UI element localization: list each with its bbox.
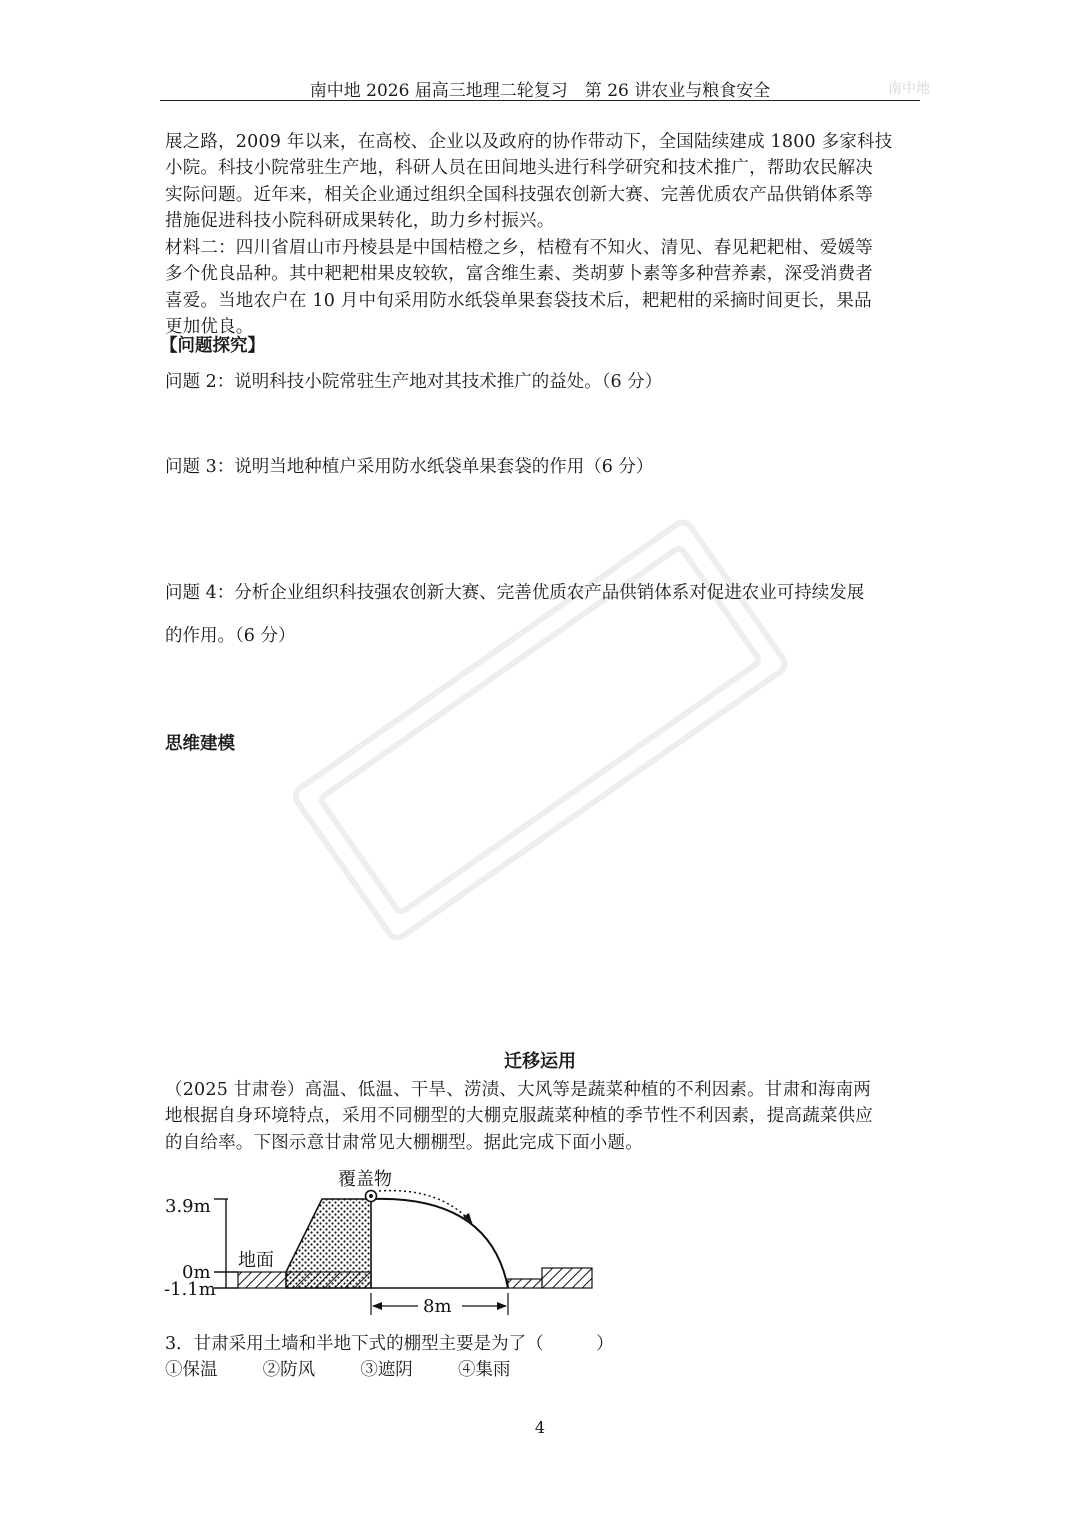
question-3-options bbox=[165, 1356, 510, 1381]
dim-arrowhead-right-icon bbox=[497, 1302, 507, 1310]
ground-right-high-hatched bbox=[542, 1268, 592, 1288]
material-one-paragraph bbox=[165, 129, 920, 235]
option-2: ②防风 bbox=[262, 1360, 316, 1380]
option-3: ③遮阴 bbox=[360, 1360, 413, 1380]
height-below-label: -1.1m bbox=[164, 1279, 216, 1300]
cover-motion-arrow bbox=[379, 1191, 472, 1223]
page-header-title: 南中地 2026 届高三地理二轮复习 第 26 讲农业与粮食安全 bbox=[309, 81, 771, 101]
cover-label: 覆盖物 bbox=[338, 1169, 392, 1190]
ground-label: 地面 bbox=[238, 1250, 274, 1271]
text-line: 措施促进科技小院科研成果转化，助力乡村振兴。 bbox=[165, 211, 555, 232]
question-4-line-1: 问题 4：分析企业组织科技强农创新大赛、完善优质农产品供销体系对促进农业可持续发展 bbox=[165, 583, 865, 603]
text-line: （2025 甘肃卷）高温、低温、干旱、涝渍、大风等是蔬菜种植的不利因素。甘肃和海南两 bbox=[165, 1080, 871, 1100]
section-heading-modeling: 思维建模 bbox=[165, 734, 235, 754]
question-3: 问题 3：说明当地种植户采用防水纸袋单果套袋的作用（6 分） bbox=[165, 457, 654, 477]
ground-right-low-hatched bbox=[508, 1279, 542, 1288]
text-line: 更加优良。 bbox=[165, 317, 254, 338]
text-line: 的自给率。下图示意甘肃常见大棚棚型。据此完成下面小题。 bbox=[165, 1132, 643, 1153]
watermark-stamp bbox=[230, 420, 850, 1040]
width-label: 8m bbox=[423, 1296, 452, 1317]
option-1: ①保温 bbox=[165, 1360, 218, 1380]
earth-wall bbox=[286, 1199, 371, 1288]
header-ghost-text: 南中地 bbox=[888, 81, 930, 97]
height-top-label: 3.9m bbox=[165, 1196, 211, 1217]
option-4: ④集雨 bbox=[457, 1360, 511, 1380]
text-line: 喜爱。当地农户在 10 月中旬采用防水纸袋单果套袋技术后，耙耙柑的采摘时间更长，果品 bbox=[165, 290, 872, 311]
cover-roll-center bbox=[369, 1194, 373, 1198]
text-line: 多个优良品种。其中耙耙柑果皮较软，富含维生素、类胡萝卜素等多种营养素，深受消费者 bbox=[165, 264, 873, 285]
transfer-intro-paragraph bbox=[165, 1077, 920, 1156]
text-line: 地根据自身环境特点，采用不同棚型的大棚克服蔬菜种植的季节性不利因素，提高蔬菜供应 bbox=[165, 1106, 873, 1127]
material-two-paragraph bbox=[165, 235, 920, 341]
canopy-arc bbox=[371, 1199, 508, 1288]
section-heading-inquiry: 【问题探究】 bbox=[160, 336, 265, 356]
page-number: 4 bbox=[534, 1418, 546, 1437]
question-4-line-2: 的作用。（6 分） bbox=[165, 626, 296, 646]
text-line: 小院。科技小院常驻生产地，科研人员在田间地头进行科学研究和技术推广，帮助农民解决 bbox=[165, 158, 873, 179]
question-3-stem: 3．甘肃采用土墙和半地下式的棚型主要是为了（ ） bbox=[165, 1334, 614, 1354]
question-2: 问题 2：说明科技小院常驻生产地对其技术推广的益处。（6 分） bbox=[165, 372, 663, 392]
section-heading-transfer: 迁移运用 bbox=[504, 1051, 576, 1072]
dim-arrowhead-left-icon bbox=[372, 1302, 382, 1310]
height-zero-label: 0m bbox=[182, 1262, 211, 1283]
header-rule bbox=[160, 100, 920, 101]
greenhouse-cross-section-figure bbox=[160, 1165, 600, 1325]
text-line: 展之路，2009 年以来，在高校、企业以及政府的协作带动下，全国陆续建成 1800 多家科技 bbox=[165, 132, 893, 152]
text-line: 材料二：四川省眉山市丹棱县是中国桔橙之乡，桔橙有不知火、清见、春见耙耙柑、爱媛等 bbox=[165, 238, 873, 258]
text-line: 实际问题。近年来，相关企业通过组织全国科技强农创新大赛、完善优质农产品供销体系等 bbox=[165, 184, 873, 205]
